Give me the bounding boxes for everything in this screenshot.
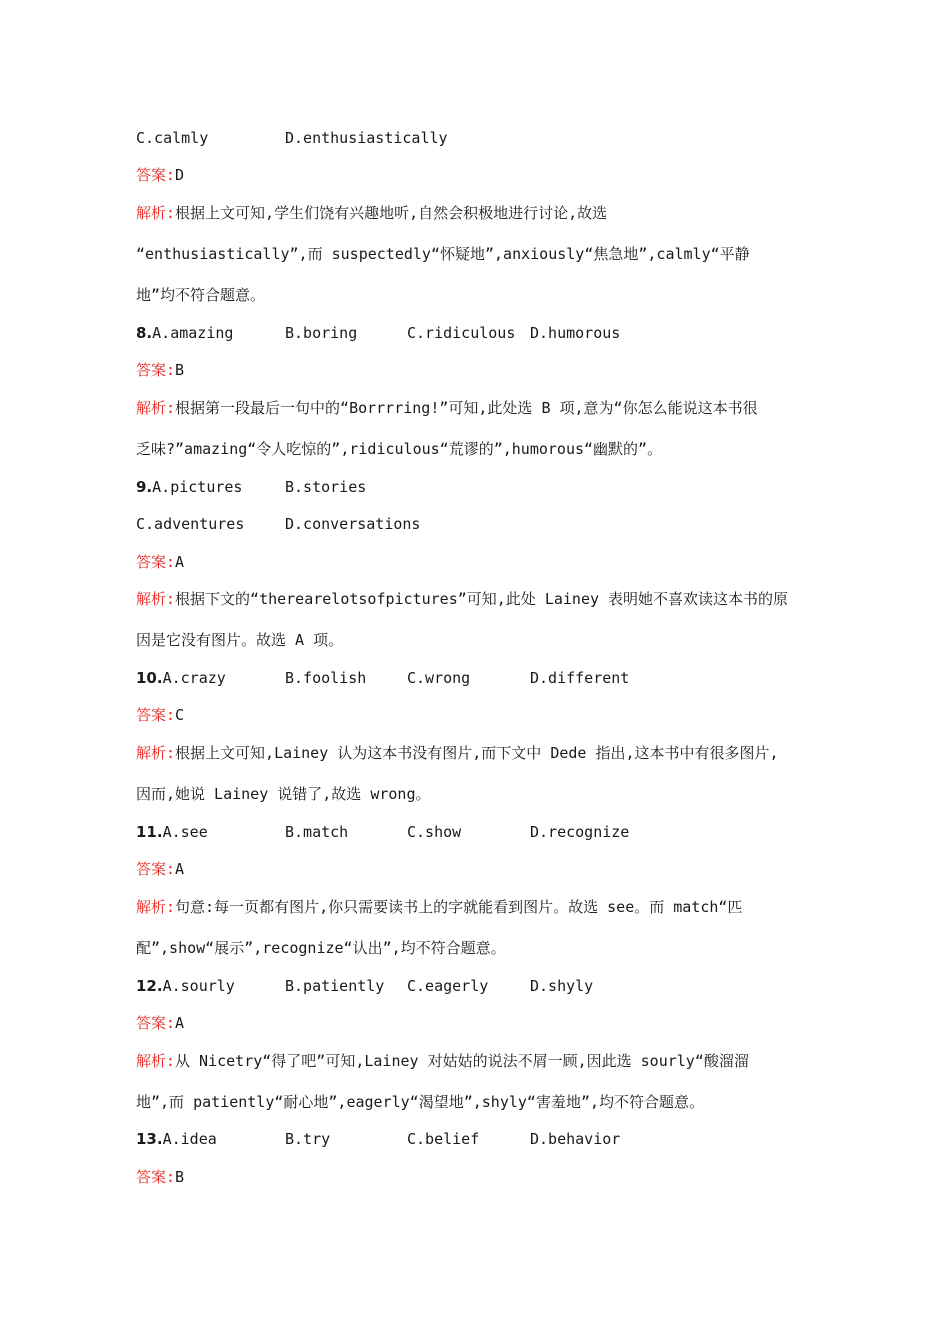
q10-analysis-line-2: 因而,她说 Lainey 说错了,故选 wrong。 bbox=[136, 785, 431, 803]
q10-options-row bbox=[136, 668, 830, 688]
q9-options-row-2 bbox=[136, 514, 830, 534]
q11-answer-row bbox=[136, 859, 830, 879]
q11-analysis-text: 句意:每一页都有图片,你只需要读书上的字就能看到图片。故选 see。而 match“匹 bbox=[175, 898, 743, 916]
q11-number: 11. bbox=[136, 823, 163, 841]
q11-analysis-line-1 bbox=[136, 897, 830, 917]
q9-answer: A bbox=[175, 553, 185, 571]
q8-option-c: C.ridiculous bbox=[407, 324, 516, 342]
q8-analysis-line-1 bbox=[136, 398, 830, 418]
q8-option-b: B.boring bbox=[285, 324, 358, 342]
q9-option-b: B.stories bbox=[285, 478, 367, 496]
q13-answer-row bbox=[136, 1167, 830, 1187]
q11-options-row bbox=[136, 822, 830, 842]
q13-number: 13. bbox=[136, 1130, 163, 1148]
analysis-label: 解析: bbox=[136, 744, 176, 762]
q13-option-c: C.belief bbox=[407, 1130, 480, 1148]
q7-answer-row bbox=[136, 165, 830, 185]
q9-analysis-line-1 bbox=[136, 589, 830, 609]
q8-number: 8. bbox=[136, 324, 153, 342]
q9-option-d: D.conversations bbox=[285, 515, 421, 533]
q10-analysis-text: 根据上文可知,Lainey 认为这本书没有图片,而下文中 Dede 指出,这本书中有很多图片, bbox=[175, 744, 779, 762]
q9-option-a: A.pictures bbox=[152, 478, 243, 496]
q8-answer-row bbox=[136, 360, 830, 380]
analysis-label: 解析: bbox=[136, 590, 176, 608]
q7-analysis-line-1 bbox=[136, 203, 830, 223]
q13-answer: B bbox=[175, 1168, 185, 1186]
q10-option-b: B.foolish bbox=[285, 669, 367, 687]
q10-option-d: D.different bbox=[530, 669, 630, 687]
analysis-label: 解析: bbox=[136, 204, 176, 222]
q11-analysis-line-2: 配”,show“展示”,recognize“认出”,均不符合题意。 bbox=[136, 939, 506, 957]
q9-analysis-text: 根据下文的“therearelotsofpictures”可知,此处 Lainey 表明她不喜欢读这本书的原 bbox=[175, 590, 789, 608]
q7-option-c: C.calmly bbox=[136, 129, 209, 147]
q7-analysis-line-2: “enthusiastically”,而 suspectedly“怀疑地”,anxiously“焦急地”,calmly“平静 bbox=[136, 245, 750, 263]
q12-option-c: C.eagerly bbox=[407, 977, 489, 995]
q8-analysis-text: 根据第一段最后一句中的“Borrrring!”可知,此处选 B 项,意为“你怎么能说这本书很 bbox=[175, 399, 758, 417]
q10-answer-row bbox=[136, 705, 830, 725]
q12-option-a: A.sourly bbox=[162, 977, 235, 995]
q11-option-d: D.recognize bbox=[530, 823, 630, 841]
q12-analysis-line-2: 地”,而 patiently“耐心地”,eagerly“渴望地”,shyly“害羞地”,均不符合题意。 bbox=[136, 1093, 705, 1111]
q11-option-c: C.show bbox=[407, 823, 462, 841]
analysis-label: 解析: bbox=[136, 898, 176, 916]
q9-option-c: C.adventures bbox=[136, 515, 245, 533]
analysis-label: 解析: bbox=[136, 1052, 176, 1070]
q12-answer: A bbox=[175, 1014, 185, 1032]
q9-number: 9. bbox=[136, 478, 153, 496]
q10-analysis-line-1 bbox=[136, 743, 830, 763]
q7-options-row bbox=[136, 128, 830, 148]
answer-label: 答案: bbox=[136, 1168, 176, 1186]
q13-options-row bbox=[136, 1129, 830, 1149]
q11-answer: A bbox=[175, 860, 185, 878]
q13-option-d: D.behavior bbox=[530, 1130, 621, 1148]
q9-options-row-1 bbox=[136, 477, 830, 497]
q12-option-b: B.patiently bbox=[285, 977, 385, 995]
q12-analysis-line-1 bbox=[136, 1051, 830, 1071]
q12-number: 12. bbox=[136, 977, 163, 995]
q8-options-row bbox=[136, 323, 830, 343]
q11-option-b: B.match bbox=[285, 823, 349, 841]
q12-options-row bbox=[136, 976, 830, 996]
q7-answer: D bbox=[175, 166, 185, 184]
q13-option-a: A.idea bbox=[162, 1130, 217, 1148]
q10-number: 10. bbox=[136, 669, 163, 687]
q7-analysis-text: 根据上文可知,学生们饶有兴趣地听,自然会积极地进行讨论,故选 bbox=[175, 204, 608, 222]
q12-analysis-text: 从 Nicetry“得了吧”可知,Lainey 对姑姑的说法不屑一顾,因此选 sourly“酸溜溜 bbox=[175, 1052, 749, 1070]
answer-label: 答案: bbox=[136, 553, 176, 571]
q12-option-d: D.shyly bbox=[530, 977, 594, 995]
q8-option-a: A.amazing bbox=[152, 324, 234, 342]
analysis-label: 解析: bbox=[136, 399, 176, 417]
answer-label: 答案: bbox=[136, 166, 176, 184]
answer-label: 答案: bbox=[136, 1014, 176, 1032]
q7-analysis-line-3: 地”均不符合题意。 bbox=[136, 286, 266, 304]
q9-answer-row bbox=[136, 552, 830, 572]
answer-label: 答案: bbox=[136, 706, 176, 724]
q9-analysis-line-2: 因是它没有图片。故选 A 项。 bbox=[136, 631, 344, 649]
q10-answer: C bbox=[175, 706, 185, 724]
q7-option-d: D.enthusiastically bbox=[285, 129, 448, 147]
q8-option-d: D.humorous bbox=[530, 324, 621, 342]
q13-option-b: B.try bbox=[285, 1130, 331, 1148]
q11-option-a: A.see bbox=[162, 823, 208, 841]
answer-label: 答案: bbox=[136, 361, 176, 379]
q12-answer-row bbox=[136, 1013, 830, 1033]
q10-option-a: A.crazy bbox=[162, 669, 226, 687]
q8-answer: B bbox=[175, 361, 185, 379]
answer-label: 答案: bbox=[136, 860, 176, 878]
q10-option-c: C.wrong bbox=[407, 669, 471, 687]
q8-analysis-line-2: 乏味?”amazing“令人吃惊的”,ridiculous“荒谬的”,humorous“幽默的”。 bbox=[136, 440, 663, 458]
